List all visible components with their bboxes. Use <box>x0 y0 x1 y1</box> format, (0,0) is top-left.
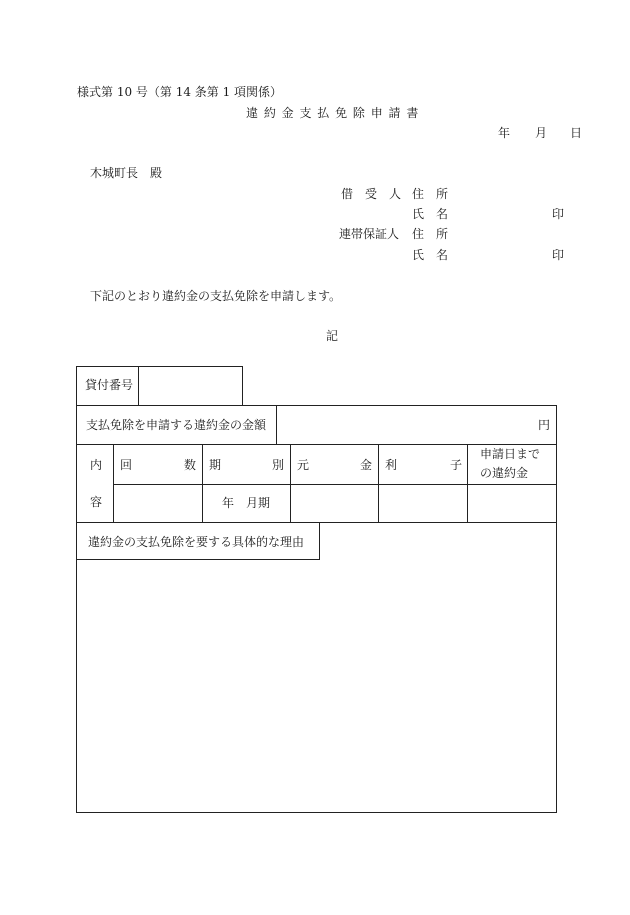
reason-label-divider <box>319 522 320 560</box>
borrower-seal: 印 <box>552 207 565 221</box>
header-row-top <box>76 444 557 445</box>
yen-unit: 円 <box>538 418 551 432</box>
header-row-bottom <box>113 484 557 485</box>
amount-label: 支払免除を申請する違約金の金額 <box>86 418 267 432</box>
col-divider-2 <box>202 444 203 522</box>
naiyou-top: 内 <box>90 458 103 472</box>
col-divider-3 <box>290 444 291 522</box>
guarantor-name-label: 氏 名 <box>412 248 449 262</box>
col-penalty-line1: 申請日まで <box>480 447 541 461</box>
col-ki: 期 <box>209 458 222 472</box>
col-ki-suffix: 別 <box>272 458 285 472</box>
year-month-period: 年 月期 <box>222 496 271 510</box>
loan-number-label: 貸付番号 <box>85 378 134 392</box>
date-month: 月 <box>535 126 548 140</box>
reason-label-underline <box>76 559 320 560</box>
borrower-address-label: 住 所 <box>412 187 449 201</box>
guarantor-seal: 印 <box>552 248 565 262</box>
loan-number-divider <box>138 366 139 406</box>
document-title: 違 約 金 支 払 免 除 申 請 書 <box>246 106 420 120</box>
col-penalty-line2: の違約金 <box>480 466 529 480</box>
form-number: 様式第 10 号（第 14 条第 1 項関係） <box>77 85 283 99</box>
borrower-label: 借 受 人 <box>341 187 402 201</box>
col-ri: 利 <box>385 458 398 472</box>
amount-divider <box>276 405 277 445</box>
guarantor-label: 連帯保証人 <box>339 227 400 241</box>
col-divider-4 <box>378 444 379 522</box>
guarantor-address-label: 住 所 <box>412 227 449 241</box>
naiyou-bottom: 容 <box>90 495 103 509</box>
content-row-bottom <box>76 522 557 523</box>
borrower-name-label: 氏 名 <box>412 207 449 221</box>
col-kai: 回 <box>120 458 133 472</box>
ki-heading: 記 <box>326 329 339 343</box>
reason-label: 違約金の支払免除を要する具体的な理由 <box>88 535 305 549</box>
date-year: 年 <box>498 126 511 140</box>
col-moto: 元 <box>297 458 310 472</box>
col-kai-suffix: 数 <box>184 458 197 472</box>
intro-text: 下記のとおり違約金の支払免除を申請します。 <box>90 289 342 303</box>
addressee: 木城町長 殿 <box>90 166 163 180</box>
date-day: 日 <box>570 126 583 140</box>
col-divider-5 <box>467 444 468 522</box>
col-ri-suffix: 子 <box>450 458 463 472</box>
col-divider-1 <box>113 444 114 522</box>
col-moto-suffix: 金 <box>360 458 373 472</box>
